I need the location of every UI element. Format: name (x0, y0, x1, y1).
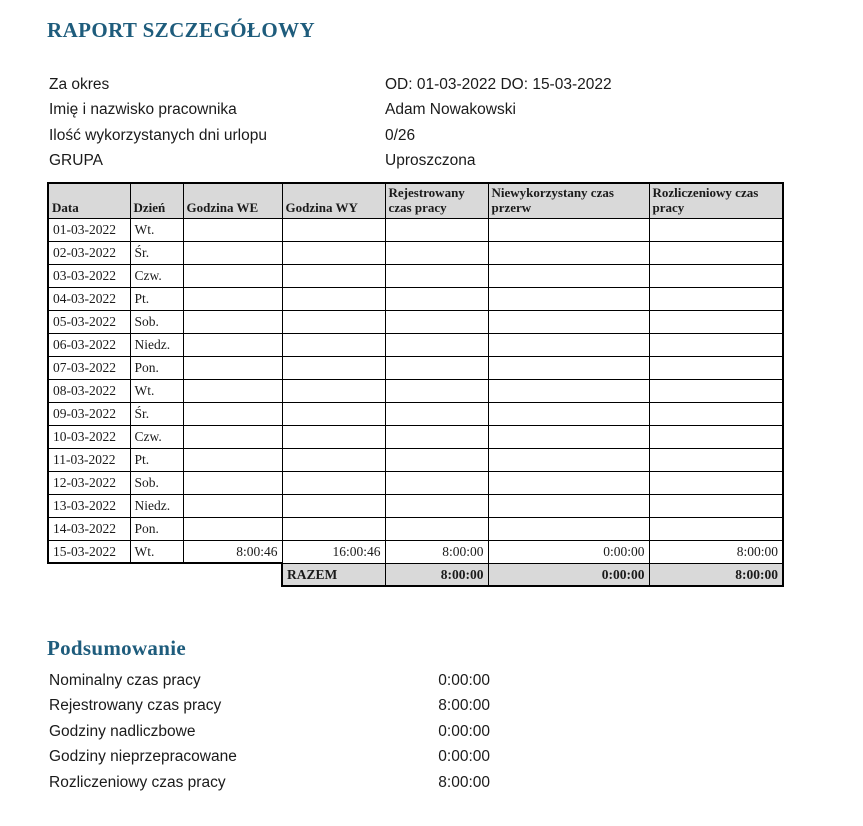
summary-label: Nominalny czas pracy (49, 671, 201, 689)
rozl-cell (649, 471, 783, 494)
info-row-employee (49, 98, 749, 124)
info-row-period (49, 72, 749, 98)
we-cell (183, 517, 282, 540)
rej-cell (385, 425, 488, 448)
day-cell: Wt. (130, 218, 183, 241)
we-cell (183, 241, 282, 264)
totals-empty-cell (48, 563, 282, 586)
work-time-table (47, 182, 784, 587)
col-header-date: Data (48, 183, 130, 218)
rozl-cell (649, 287, 783, 310)
rej-cell (385, 517, 488, 540)
rej-cell (385, 379, 488, 402)
day-cell: Wt. (130, 540, 183, 563)
day-cell: Sob. (130, 310, 183, 333)
summary-row-overtime (49, 719, 569, 745)
info-row-vacation (49, 123, 749, 149)
totals-rej-cell: 8:00:00 (385, 563, 488, 586)
wy-cell (282, 448, 385, 471)
we-cell (183, 379, 282, 402)
day-cell: Czw. (130, 425, 183, 448)
rozl-cell (649, 517, 783, 540)
niew-cell (488, 333, 649, 356)
info-label: Za okres (49, 75, 110, 93)
date-cell: 01-03-2022 (48, 218, 130, 241)
info-value: OD: 01-03-2022 DO: 15-03-2022 (385, 75, 612, 93)
date-cell: 06-03-2022 (48, 333, 130, 356)
summary-label: Rejestrowany czas pracy (49, 697, 222, 715)
table-row (48, 310, 783, 333)
table-row (48, 448, 783, 471)
summary-section (49, 668, 569, 796)
day-cell: Śr. (130, 241, 183, 264)
date-cell: 10-03-2022 (48, 425, 130, 448)
rej-cell (385, 356, 488, 379)
table-row (48, 241, 783, 264)
rozl-cell (649, 402, 783, 425)
table-row (48, 540, 783, 563)
day-cell: Niedz. (130, 333, 183, 356)
date-cell: 05-03-2022 (48, 310, 130, 333)
totals-row (48, 563, 783, 586)
info-value: Uproszczona (385, 152, 476, 170)
wy-cell (282, 287, 385, 310)
summary-value: 0:00:00 (438, 748, 490, 766)
we-cell: 8:00:46 (183, 540, 282, 563)
rej-cell (385, 494, 488, 517)
wy-cell (282, 241, 385, 264)
rej-cell (385, 333, 488, 356)
date-cell: 07-03-2022 (48, 356, 130, 379)
rej-cell (385, 402, 488, 425)
wy-cell (282, 333, 385, 356)
day-cell: Czw. (130, 264, 183, 287)
day-cell: Pt. (130, 448, 183, 471)
we-cell (183, 471, 282, 494)
rozl-cell (649, 425, 783, 448)
summary-row-unworked (49, 745, 569, 771)
niew-cell: 0:00:00 (488, 540, 649, 563)
info-value: Adam Nowakowski (385, 101, 516, 119)
day-cell: Pon. (130, 356, 183, 379)
info-label: Ilość wykorzystanych dni urlopu (49, 126, 267, 144)
summary-value: 8:00:00 (438, 697, 490, 715)
col-header-rozl: Rozliczeniowy czas pracy (649, 183, 783, 218)
info-label: Imię i nazwisko pracownika (49, 101, 237, 119)
info-label: GRUPA (49, 152, 103, 170)
wy-cell (282, 425, 385, 448)
date-cell: 13-03-2022 (48, 494, 130, 517)
rozl-cell (649, 310, 783, 333)
niew-cell (488, 471, 649, 494)
summary-label: Rozliczeniowy czas pracy (49, 773, 226, 791)
col-header-day: Dzień (130, 183, 183, 218)
rej-cell (385, 241, 488, 264)
date-cell: 14-03-2022 (48, 517, 130, 540)
wy-cell (282, 310, 385, 333)
date-cell: 09-03-2022 (48, 402, 130, 425)
totals-label: RAZEM (282, 563, 385, 586)
rozl-cell (649, 356, 783, 379)
table-row (48, 379, 783, 402)
niew-cell (488, 494, 649, 517)
wy-cell (282, 471, 385, 494)
rej-cell (385, 471, 488, 494)
day-cell: Wt. (130, 379, 183, 402)
niew-cell (488, 310, 649, 333)
we-cell (183, 402, 282, 425)
rozl-cell (649, 264, 783, 287)
table-row (48, 264, 783, 287)
we-cell (183, 356, 282, 379)
rozl-cell: 8:00:00 (649, 540, 783, 563)
summary-value: 0:00:00 (438, 671, 490, 689)
niew-cell (488, 287, 649, 310)
niew-cell (488, 517, 649, 540)
date-cell: 08-03-2022 (48, 379, 130, 402)
date-cell: 15-03-2022 (48, 540, 130, 563)
table-row (48, 425, 783, 448)
rej-cell (385, 264, 488, 287)
rozl-cell (649, 379, 783, 402)
wy-cell (282, 517, 385, 540)
info-row-group (49, 149, 749, 175)
niew-cell (488, 402, 649, 425)
rozl-cell (649, 494, 783, 517)
rozl-cell (649, 448, 783, 471)
day-cell: Pt. (130, 287, 183, 310)
summary-value: 8:00:00 (438, 773, 490, 791)
we-cell (183, 310, 282, 333)
table-row (48, 356, 783, 379)
niew-cell (488, 448, 649, 471)
info-value: 0/26 (385, 126, 416, 144)
col-header-rej: Rejestrowany czas pracy (385, 183, 488, 218)
rozl-cell (649, 333, 783, 356)
date-cell: 02-03-2022 (48, 241, 130, 264)
we-cell (183, 448, 282, 471)
we-cell (183, 264, 282, 287)
summary-row-settlement (49, 770, 569, 796)
date-cell: 11-03-2022 (48, 448, 130, 471)
info-section (49, 72, 749, 174)
we-cell (183, 218, 282, 241)
wy-cell (282, 402, 385, 425)
totals-rozl-cell: 8:00:00 (649, 563, 783, 586)
col-header-niew: Niewykorzystany czas przerw (488, 183, 649, 218)
wy-cell (282, 494, 385, 517)
totals-niew-cell: 0:00:00 (488, 563, 649, 586)
table-row (48, 402, 783, 425)
niew-cell (488, 425, 649, 448)
rej-cell: 8:00:00 (385, 540, 488, 563)
table-body (48, 218, 783, 563)
table-footer (48, 563, 783, 586)
date-cell: 03-03-2022 (48, 264, 130, 287)
table-header (48, 183, 783, 218)
rozl-cell (649, 241, 783, 264)
summary-value: 0:00:00 (438, 722, 490, 740)
wy-cell: 16:00:46 (282, 540, 385, 563)
rej-cell (385, 218, 488, 241)
table-row (48, 218, 783, 241)
niew-cell (488, 241, 649, 264)
we-cell (183, 494, 282, 517)
niew-cell (488, 264, 649, 287)
summary-heading: Podsumowanie (47, 636, 186, 660)
day-cell: Pon. (130, 517, 183, 540)
col-header-we: Godzina WE (183, 183, 282, 218)
table-header-row (48, 183, 783, 218)
summary-row-nominal (49, 668, 569, 694)
table-row (48, 471, 783, 494)
report-title: RAPORT SZCZEGÓŁOWY (47, 18, 316, 42)
wy-cell (282, 218, 385, 241)
table-row (48, 333, 783, 356)
day-cell: Niedz. (130, 494, 183, 517)
rej-cell (385, 310, 488, 333)
summary-label: Godziny nieprzepracowane (49, 748, 237, 766)
rozl-cell (649, 218, 783, 241)
rej-cell (385, 287, 488, 310)
niew-cell (488, 356, 649, 379)
date-cell: 04-03-2022 (48, 287, 130, 310)
niew-cell (488, 379, 649, 402)
col-header-wy: Godzina WY (282, 183, 385, 218)
summary-label: Godziny nadliczbowe (49, 722, 196, 740)
date-cell: 12-03-2022 (48, 471, 130, 494)
day-cell: Śr. (130, 402, 183, 425)
we-cell (183, 333, 282, 356)
day-cell: Sob. (130, 471, 183, 494)
table-row (48, 517, 783, 540)
table-row (48, 287, 783, 310)
rej-cell (385, 448, 488, 471)
summary-row-registered (49, 694, 569, 720)
we-cell (183, 287, 282, 310)
wy-cell (282, 379, 385, 402)
wy-cell (282, 356, 385, 379)
we-cell (183, 425, 282, 448)
wy-cell (282, 264, 385, 287)
table-row (48, 494, 783, 517)
niew-cell (488, 218, 649, 241)
